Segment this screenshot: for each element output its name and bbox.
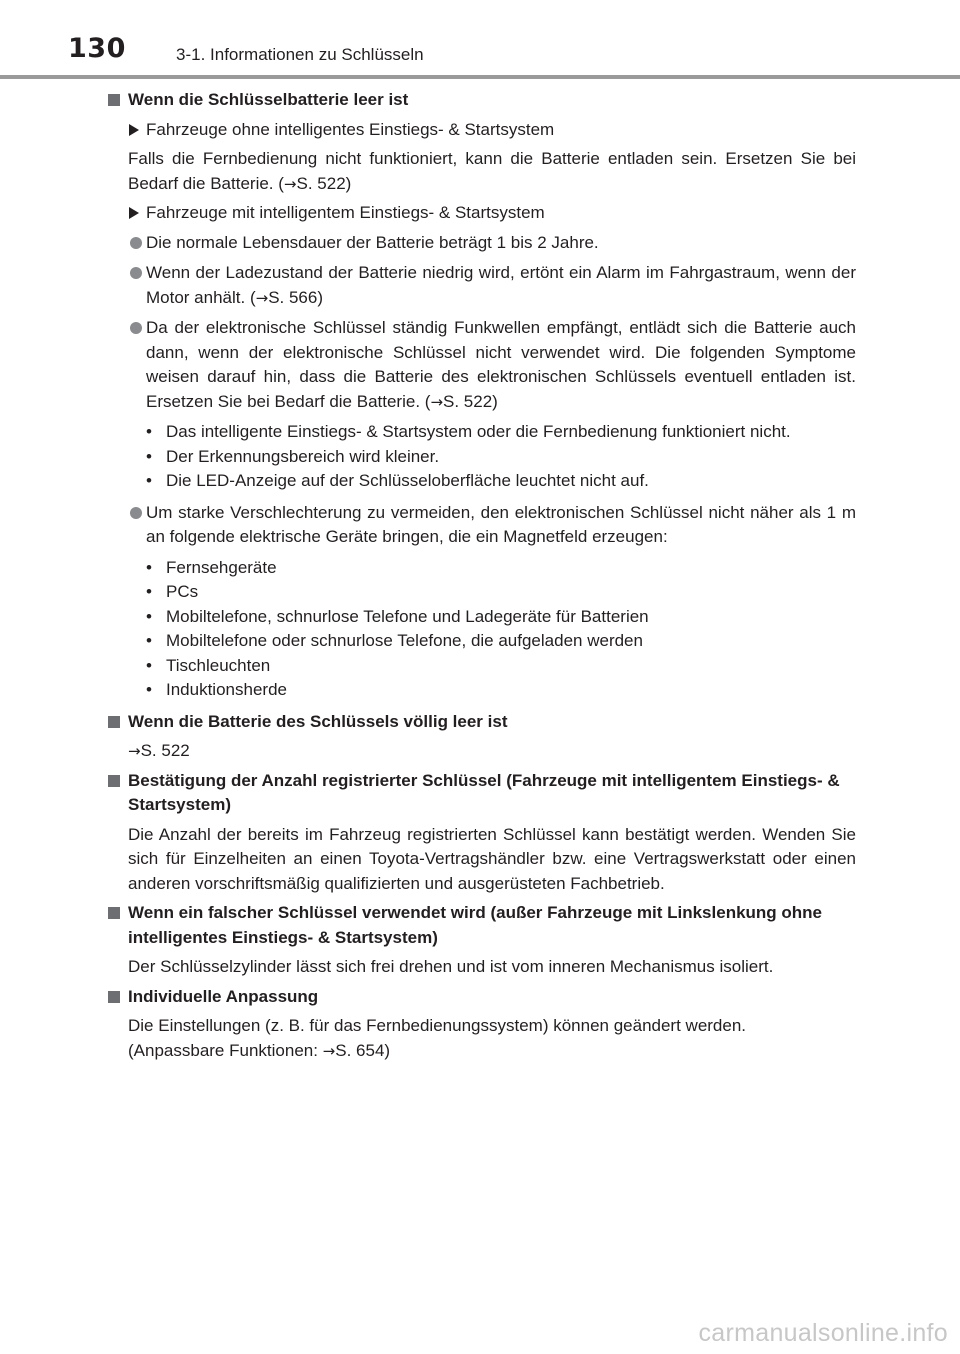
paragraph-reference <box>108 739 856 764</box>
arrow-right-icon: → <box>128 742 141 760</box>
list-item: • Fernsehgeräte <box>146 557 277 577</box>
dot-item-battery-life: Die normale Lebensdauer der Batterie beträgt 1 bis 2 Jahre. <box>108 231 856 256</box>
list-item: • Die LED-Anzeige auf der Schlüsseloberfläche leuchtet nicht auf. <box>146 471 649 490</box>
page-number: 130 <box>68 33 126 64</box>
list-item: • Tischleuchten <box>146 655 271 675</box>
circle-bullet-icon <box>130 507 142 519</box>
section-title: 3-1. Informationen zu Schlüsseln <box>176 45 424 64</box>
square-bullet-icon <box>108 991 120 1003</box>
list-item: • Induktionsherde <box>146 680 287 699</box>
list-item: • Das intelligente Einstiegs- & Startsystem oder die Fernbedienung funktioniert nicht. <box>146 422 791 441</box>
page-content <box>108 88 856 1068</box>
arrow-right-icon: → <box>430 392 444 411</box>
arrow-right-icon: → <box>283 174 297 193</box>
dot-item-radio-waves: Da der elektronische Schlüssel ständig Funkwellen empfängt, entlädt sich die Batterie auch dann, wenn der elektronische Schlüssel nicht verwendet wird. Die folgenden Symptome weisen darauf hin, dass die Batterie des elektronischen Schlüssels eventuell entladen ist. Ersetzen Sie bei Bedarf die Batterie. (→S. 522) <box>108 316 856 414</box>
heading-wrong-key: Wenn ein falscher Schlüssel verwendet wird (außer Fahrzeuge mit Linkslenkung ohne intelligentes Einstiegs- & Startsystem) <box>108 901 856 950</box>
list-item: • PCs <box>146 582 199 601</box>
heading-key-battery-low: Wenn die Schlüsselbatterie leer ist <box>108 88 856 113</box>
arrow-right-icon: → <box>322 1041 336 1060</box>
dot-item-magnetic-field: Um starke Verschlechterung zu vermeiden, den elektronischen Schlüssel nicht näher als 1 m an folgende elektrische Geräte bringen, die ein Magnetfeld erzeugen: <box>108 501 856 550</box>
circle-bullet-icon <box>130 267 142 279</box>
list-item: • Mobiltelefone, schnurlose Telefone und Ladegeräte für Batterien <box>146 606 649 626</box>
square-bullet-icon <box>108 907 120 919</box>
page-header <box>0 0 960 78</box>
paragraph-replace-battery: Falls die Fernbedienung nicht funktioniert, kann die Batterie entladen sein. Ersetzen Sie bei Bedarf die Batterie. (→S. 522) <box>128 149 856 193</box>
page-reference: S. 566) <box>268 287 323 307</box>
device-list <box>108 556 856 703</box>
heading-registered-keys: Bestätigung der Anzahl registrierter Schlüssel (Fahrzeuge mit intelligentem Einstiegs- & Startsystem) <box>108 769 856 818</box>
square-bullet-icon <box>108 716 120 728</box>
paragraph-wrong-key: Der Schlüsselzylinder lässt sich frei drehen und ist vom inneren Mechanismus isoliert. <box>128 957 774 976</box>
circle-bullet-icon <box>130 322 142 334</box>
page-reference: S. 522) <box>296 173 352 193</box>
dot-item-alarm: Wenn der Ladezustand der Batterie niedrig wird, ertönt ein Alarm im Fahrgastraum, wenn der Motor anhält. (→S. 566) <box>108 261 856 310</box>
page-reference: S. 522) <box>443 391 498 411</box>
square-bullet-icon <box>108 775 120 787</box>
watermark: carmanualsonline.info <box>698 1319 948 1347</box>
subheading-with-smart-key: Fahrzeuge mit intelligentem Einstiegs- & Startsystem <box>108 201 856 226</box>
paragraph-customization: Die Einstellungen (z. B. für das Fernbedienungssystem) können geändert werden. (Anpassbare Funktionen: →S. 654) <box>128 1016 747 1060</box>
symptom-list <box>108 420 856 494</box>
header-divider <box>0 75 960 79</box>
list-item: • Mobiltelefone oder schnurlose Telefone, die aufgeladen werden <box>146 631 643 650</box>
list-item: • Der Erkennungsbereich wird kleiner. <box>146 446 440 466</box>
triangle-arrow-icon <box>129 124 139 136</box>
circle-bullet-icon <box>130 237 142 249</box>
paragraph-registered-keys: Die Anzahl der bereits im Fahrzeug registrierten Schlüssel kann bestätigt werden. Wenden Sie sich für Einzelheiten an einen Toyota-Vertragshändler bzw. eine Vertragswerkstatt oder einen anderen vorschriftsmäßig qualifizierten und ausgerüsteten Fachbetrieb. <box>128 824 856 893</box>
subheading-without-smart-key: Fahrzeuge ohne intelligentes Einstiegs- & Startsystem <box>108 118 856 143</box>
triangle-arrow-icon <box>129 207 139 219</box>
arrow-right-icon: → <box>255 288 269 307</box>
square-bullet-icon <box>108 94 120 106</box>
page-reference: S. 522 <box>140 741 190 760</box>
page-reference: S. 654) <box>335 1040 391 1060</box>
heading-customization: Individuelle Anpassung <box>108 985 856 1010</box>
heading-key-battery-dead: Wenn die Batterie des Schlüssels völlig leer ist <box>108 710 856 735</box>
